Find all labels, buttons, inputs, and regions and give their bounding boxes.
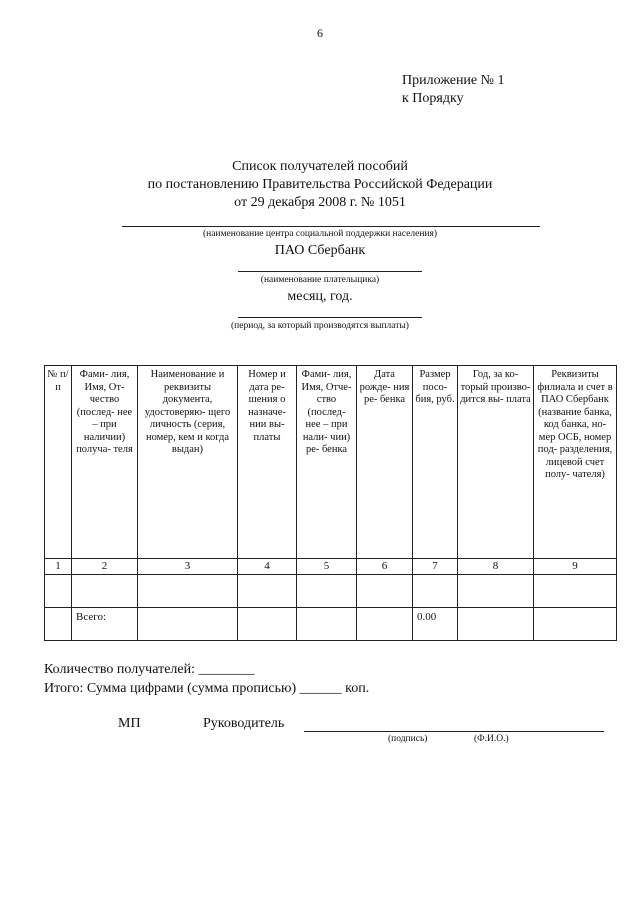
summary-block	[44, 660, 369, 698]
column-number: 8	[458, 559, 534, 575]
header-cell: Фами- лия, Имя, От- чество (послед- нее – при наличии) получа- теля	[72, 366, 138, 559]
column-number-row	[45, 559, 617, 575]
recipients-count: Количество получателей: ________	[44, 662, 255, 677]
recipients-table	[44, 365, 617, 641]
signature-line	[304, 731, 604, 732]
period-line	[238, 317, 422, 318]
period-caption: (период, за который производятся выплаты)	[231, 321, 409, 331]
total-row	[45, 607, 617, 640]
column-number: 7	[413, 559, 458, 575]
header-cell: Размер посо- бия, руб.	[413, 366, 458, 559]
column-number: 2	[72, 559, 138, 575]
name-caption: (Ф.И.О.)	[474, 734, 509, 744]
header-cell: Год, за ко- торый произво- дится вы- плата	[458, 366, 534, 559]
column-number: 3	[138, 559, 238, 575]
column-number: 1	[45, 559, 72, 575]
header-cell: Фами- лия, Имя, Отче- ство (послед- нее – при нали- чии) ре- бенка	[297, 366, 357, 559]
payer-caption: (наименование плательщика)	[260, 275, 380, 285]
period-value: месяц, год.	[287, 289, 353, 304]
total-amount: 0.00	[413, 607, 458, 640]
header-cell: Номер и дата ре- шения о назначе- нии вы- платы	[238, 366, 297, 559]
center-name-line	[122, 226, 540, 227]
column-number: 4	[238, 559, 297, 575]
column-number: 9	[534, 559, 617, 575]
header-cell: Дата рожде- ния ре- бенка	[357, 366, 413, 559]
payer-value: ПАО Сбербанк	[274, 243, 366, 258]
stamp-place: МП	[118, 716, 141, 731]
header-cell: № п/ п	[45, 366, 72, 559]
total-label: Всего:	[72, 607, 138, 640]
header-cell: Наименование и реквизиты документа, удостоверяю- щего личность (серия, номер, кем и когда выдан)	[138, 366, 238, 559]
appendix-line-2: к Порядку	[402, 91, 464, 106]
title-line-1: Список получателей пособий	[232, 159, 408, 174]
document-title	[0, 158, 640, 212]
column-number: 6	[357, 559, 413, 575]
column-number: 5	[297, 559, 357, 575]
appendix-note	[402, 72, 505, 108]
title-line-3: от 29 декабря 2008 г. № 1051	[234, 195, 406, 210]
title-line-2: по постановлению Правительства Российской Федерации	[147, 177, 493, 192]
header-cell: Реквизиты филиала и счет в ПАО Сбербанк (название банка, код банка, но- мер ОСБ, номер под- разделения, лицевой счет полу- чателя)	[534, 366, 617, 559]
table-header-row	[45, 366, 617, 559]
table-row	[45, 574, 617, 607]
total-sum: Итого: Сумма цифрами (сумма прописью) ______ коп.	[44, 681, 370, 696]
appendix-line-1: Приложение № 1	[402, 73, 505, 88]
payer-line	[238, 271, 422, 272]
head-label: Руководитель	[203, 716, 285, 731]
signature-caption: (подпись)	[388, 734, 428, 744]
page-number: 6	[317, 26, 323, 40]
center-caption: (наименование центра социальной поддержки населения)	[202, 229, 438, 239]
